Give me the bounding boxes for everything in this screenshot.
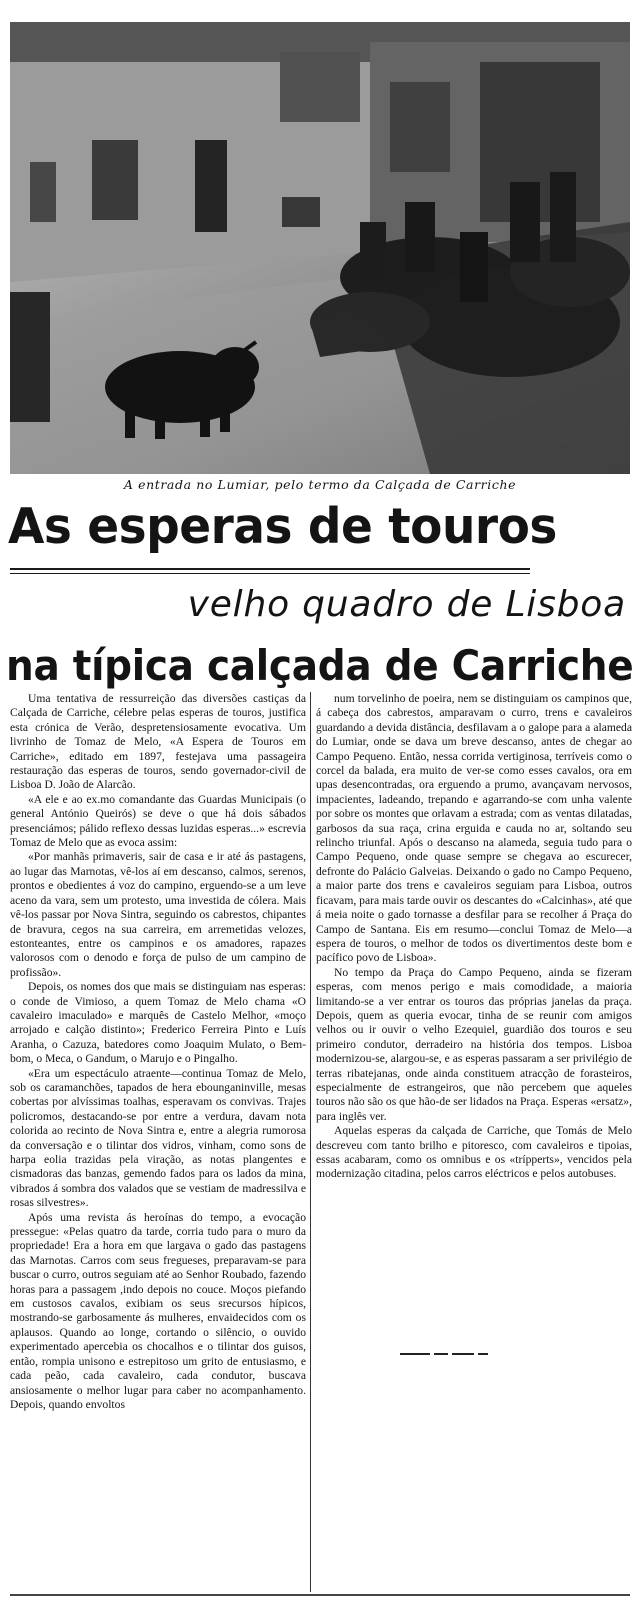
article-column-left [10,692,306,1592]
paragraph: Aquelas esperas da calçada de Carriche, que Tomás de Melo descreveu com tanto brilho e pitoresco, com cavaleiros e tipoias, essas acabaram, como os omnibus e os «trípperts», vencidos pela modernização citadina, pelos carros eléctricos e pelos autobuses. [316,1124,632,1181]
headline-rule-thin [10,573,530,574]
article-end-mark [400,1343,520,1351]
paragraph: Após uma revista ás heroínas do tempo, a evocação pressegue: «Pelas quatro da tarde, corria tudo para o muro da propriedade! Era a hora em que largava o gado das pastagens das Marnotas. Carros com seus fregueses, preparavam-se para buscar o curro, outros seguiam até ao Senhor Roubado, fazendo horas para a passagem ,indo depois no couce. Moços piefando em custosos cavalos, exibiam os seus srecursos hípicos, mostrando-se garbosamente ás mulheres, envaidecidos com os aplausos. Quando ao longe, cortando o silêncio, o ouvido experimentado apercebia os chocalhos e o tilintar dos guisos, então, rompia unisono e estrepitoso um grito de entusiasmo, e cada peão, cada cavaleiro, cada condutor, buscava ansiosamente o melhor lugar para caber no acompanhamento. Depois, quando envoltos [10,1210,306,1411]
paragraph: No tempo da Praça do Campo Pequeno, ainda se fizeram esperas, com menos perigo e mais comodidade, a maioria limitando-se a ver entrar os touros das próprias janelas da praça. Depois, quem as queria evocar, tinha de se reunir com amigos velhos ou ir ouvir o velho Ezequiel, guardião dos touros e seu primeiro condutor, derradeiro na história dos tempos. Lisboa modernizou-se, alargou-se, e as esperas passaram a ser privilégio de terras ribatejanas, onde ainda constituem atracção de forasteiros, especialmente de estrangeiros, que não percebem que aqueles touros não são os que hão-de ser lidados na Praça. Esperas «ersatz», para inglês ver. [316,965,632,1123]
photo-icon [10,22,630,474]
photo-caption: A entrada no Lumiar, pelo termo da Calçada de Carriche [123,477,517,492]
paragraph: «A ele e ao ex.mo comandante das Guardas Municipais (o general António Queirós) se deve o que há dois sábados presenciámos; pálido reflexo dessas luzidas esperas...» escrevia Tomaz de Melo que as evoca assim: [10,792,306,850]
paragraph: Uma tentativa de ressurreição das diversões castiças da Calçada de Carriche, célebre pelas esperas de touros, justifica esta crónica de Verão, despretensiosamente evocativa. Um livrinho de Tomaz de Melo, «A Espera de Touros em Carriche», editado em 1897, festejava uma passageira restauração das esperas de touros, sendo governador-civil de Lisboa D. João de Alarcão. [10,692,306,792]
paragraph: «Por manhãs primaveris, sair de casa e ir até ás pastagens, ao lugar das Marnotas, vê-los aí em descanso, calmos, serenos, prontos e obedientes á voz do campino, erguendo-se a um leve aceno da vara, sem um protesto, uma investida de cólera. Mais vê-los passar por Nova Sintra, seguindo os cabrestos, chipantes de bravura, cegos na sua carreira, em arremetidas velozes, estonteantes, entre os campinos e os amadores, rapazes valorosos com o denodo e força de pulso de um campino de profissão». [10,850,306,979]
column-divider [310,692,311,1592]
headline-secondary: na típica calçada de Carriche [6,642,634,691]
headline-rule [10,568,530,570]
article-column-right [316,692,632,1342]
news-photo [10,22,630,474]
page-bottom-border [10,1594,630,1596]
subheadline: velho quadro de Lisboa [187,584,626,625]
paragraph: num torvelinho de poeira, nem se distinguiam os campinos que, á cabeça dos cabrestos, amparavam o curro, trens e cavaleiros guardando a devida distância, desfilavam a o galope para a alameda do Lumiar, onde se dava um breve descanso, antes de chegar ao Campo Pequeno. Então, nessa corrida vertiginosa, terríveis como o corcel da balada, era muito de ver-se como esses cavalos, ora em upas desencontradas, ora erguendo a prumo, avançavam nervosos, impacientes, ladeando, trepando e agarrando-se com unha valente por sobre os montes que orlavam a estrada; com as ventas dilatadas, garbosos da sua raça, crina erguida e cauda no ar, soltando seu relincho triunfal. Após o descanso na alameda, seguia tudo para o Campo Pequeno, onde quase sempre se chegava ao escurecer, defronte do Palácio Galveias. Deixando o gado no Campo Pequeno, a maior parte dos trens e cavaleiros seguiam para Lisboa, outros ficavam, para mais tarde ouvir os descantes do «Calcinhas», até que á meia noite o gado tornasse a desfilar para se recolher á Praça do Campo de Santana. Eis em resumo—conclui Tomaz de Melo—a espera de touros, o melhor de todos os divertimentos deste bom e pacífico povo de Lisboa». [316,692,632,965]
paragraph: «Era um espectáculo atraente—continua Tomaz de Melo, sob os caramanchões, tapados de hera ebounganinville, mesas cobertas por alvíssimas toalhas, esperavam os convivas. Trajes policromos, destacando-se por entre a verdura, davam nota colorida ao recinto de Nova Sintra e, entre a alegria rumorosa da conversação e o tilintar dos vidros, vinham, como sons de harpa eolia trazidas pela viração, as notas plangentes e cismadoras das banzas, gemendo fados para os lados da mina, vibrados á sombra dos valados que se vestiam de madressilva e rosas silvestres». [10,1066,306,1210]
paragraph: Depois, os nomes dos que mais se distinguiam nas esperas: o conde de Vimioso, a quem Tomaz de Melo chama «O cavaleiro imaculado» e marquês de Castelo Melhor, «moço arrojado e calção distinto»; Frederico Ferreira Pinto e Luís Aranha, o Cazuza, batedores como Joaquim Mulato, o Bem-bom, o Meca, o Gandum, o Marujo e o Pingalho. [10,980,306,1066]
headline: As esperas de touros [8,498,557,556]
